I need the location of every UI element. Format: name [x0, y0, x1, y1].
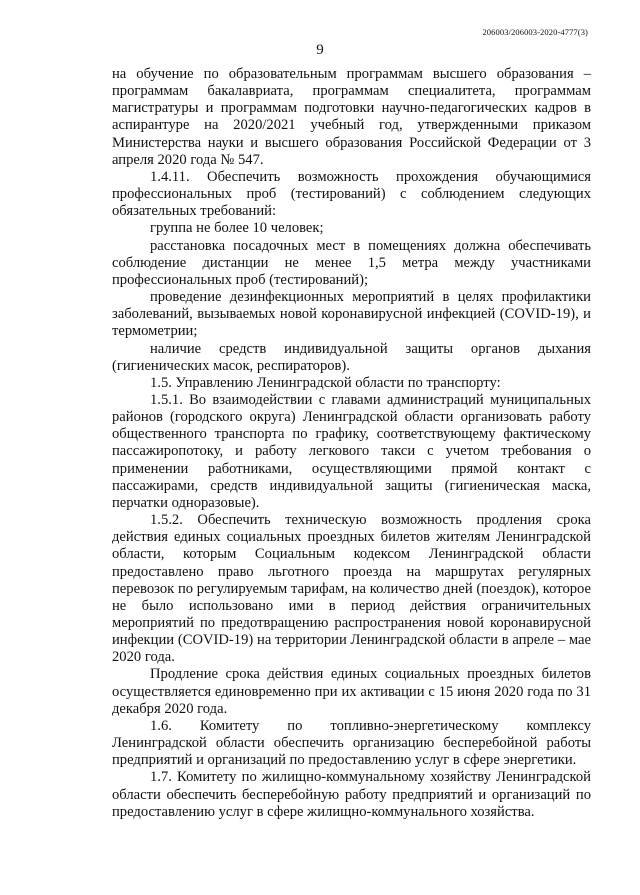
- paragraph-ticket-extension: Продление срока действия единых социальных проездных билетов осуществляется единовременно при их активации с 15 июня 2020 года по 31 декабря 2020 года.: [112, 666, 591, 717]
- paragraph-1-5: 1.5. Управлению Ленинградской области по транспорту:: [150, 374, 501, 391]
- paragraph-continuation: на обучение по образовательным программам высшего образования – программам бакалавриата, программам специалитета, программам магистратуры и программам подготовки научно-педагогических кадров в аспирантуре на 2020/2021 учебный год, утвержденными приказом Министерства науки и высшего образования Российской Федерации от 3 апреля 2020 года № 547.: [112, 66, 591, 168]
- body-text: [112, 66, 591, 821]
- paragraph-seating: расстановка посадочных мест в помещениях должна обеспечивать соблюдение дистанции не менее 1,5 метра между участниками профессиональных проб (тестирований);: [112, 237, 591, 288]
- paragraph-1-7: 1.7. Комитету по жилищно-коммунальному хозяйству Ленинградской области обеспечить бесперебойную работу предприятий и организаций по предоставлению услуг в сфере жилищно-коммунального хозяйства.: [112, 769, 591, 820]
- paragraph-1-6: 1.6. Комитету по топливно-энергетическому комплексу Ленинградской области обеспечить организацию бесперебойной работы предприятий и организаций по предоставлению услуг в сфере энергетики.: [112, 717, 591, 769]
- paragraph-1-4-11: 1.4.11. Обеспечить возможность прохождения обучающимися профессиональных проб (тестирований) с соблюдением следующих обязательных требований:: [112, 168, 591, 220]
- paragraph-group-size: группа не более 10 человек;: [150, 220, 324, 237]
- paragraph-disinfection: проведение дезинфекционных мероприятий в целях профилактики заболеваний, вызываемых новой коронавирусной инфекцией (COVID-19), и термометрии;: [112, 289, 591, 340]
- paragraph-1-5-2: 1.5.2. Обеспечить техническую возможность продления срока действия единых социальных проездных билетов жителям Ленинградской области, которым Социальным кодексом Ленинградской области предоставлено право льготного проезда на маршрутах регулярных перевозок по регулируемым тарифам, на количество дней (поездок), которое не было использовано ими в период действия ограничительных мероприятий по предотвращению распространения новой коронавирусной инфекции (COVID-19) на территории Ленинградской области в апреле – мае 2020 года.: [112, 512, 591, 666]
- document-id: 206003/206003-2020-4777(3): [482, 27, 588, 37]
- page-number: 9: [316, 42, 324, 58]
- paragraph-protection: наличие средств индивидуальной защиты органов дыхания (гигиенических масок, респираторов).: [112, 340, 591, 374]
- paragraph-1-5-1: 1.5.1. Во взаимодействии с главами администраций муниципальных районов (городского округа) Ленинградской области организовать работу общественного транспорта по графику, соответствующему фактическому пассажиропотоку, и работу легкового такси с учетом требования о применении работниками, осуществляющими прямой контакт с пассажирами, средств индивидуальной защиты (гигиеническая маска, перчатки одноразовые).: [112, 391, 591, 511]
